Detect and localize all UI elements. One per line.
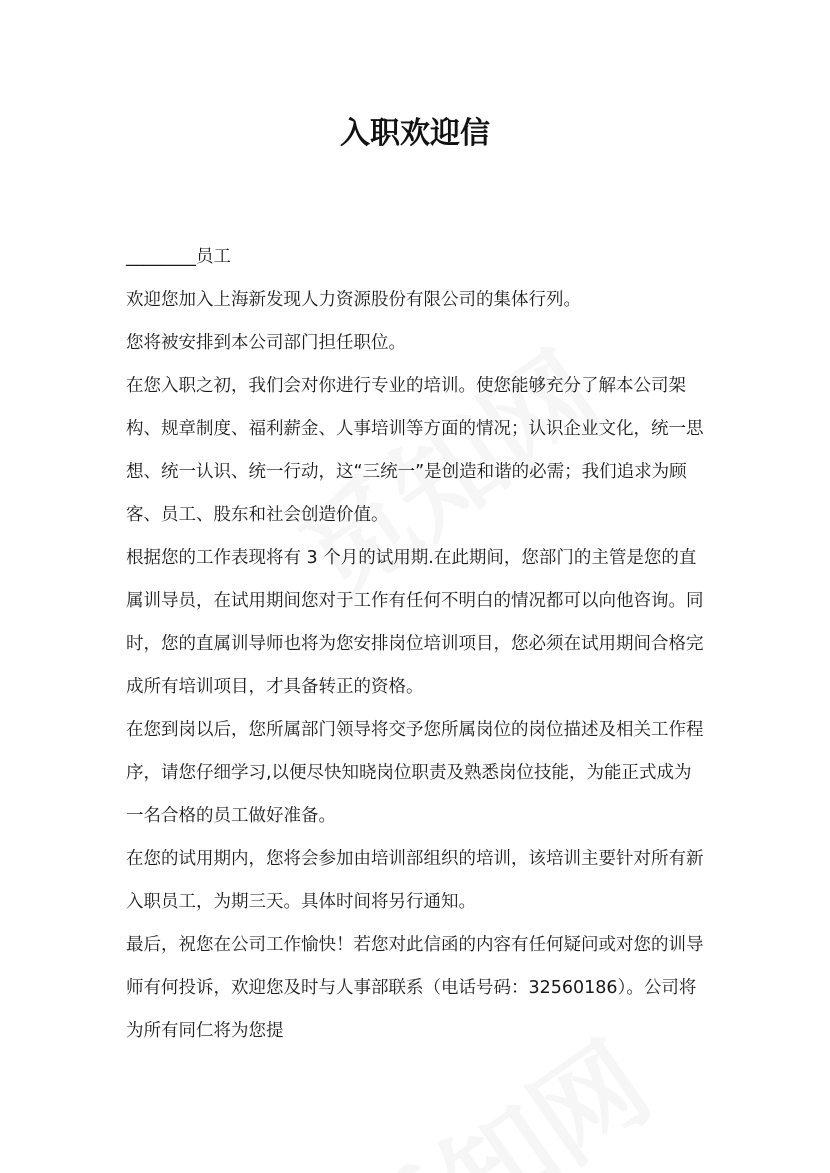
- salutation: ________员工: [126, 247, 231, 267]
- paragraph-welcome: 欢迎您加入上海新发现人力资源股份有限公司的集体行列。: [126, 290, 581, 310]
- paragraph-training: 在您入职之初，我们会对你进行专业的培训。使您能够充分了解本公司架构、规章制度、福利薪金、人事培训等方面的情况；认识企业文化，统一思想、统一认识、统一行动，这“三统一”是创造和谐的必需；我们追求为顾客、员工、股东和社会创造价值。: [126, 376, 704, 525]
- paragraph-orientation: 在您的试用期内，您将会参加由培训部组织的培训，该培训主要针对所有新入职员工，为期三天。具体时间将另行通知。: [126, 849, 704, 912]
- page-title: 入职欢迎信: [340, 116, 490, 151]
- letter-body: [126, 236, 706, 1053]
- paragraph-closing: 最后，祝您在公司工作愉快！若您对此信函的内容有任何疑问或对您的训导师有何投诉，欢迎您及时与人事部联系（电话号码：32560186）。公司将为所有同仁将为您提: [126, 935, 704, 1041]
- paragraph-job-description: 在您到岗以后，您所属部门领导将交予您所属岗位的岗位描述及相关工作程序，请您仔细学习,以便尽快知晓岗位职责及熟悉岗位技能，为能正式成为一名合格的员工做好准备。: [126, 720, 704, 826]
- paragraph-probation: 根据您的工作表现将有 3 个月的试用期.在此期间，您部门的主管是您的直属训导员，在试用期间您对于工作有任何不明白的情况都可以向他咨询。同时，您的直属训导师也将为您安排岗位培训项目，您必须在试用期间合格完成所有培训项目，才具备转正的资格。: [126, 548, 704, 697]
- paragraph-assignment: 您将被安排到本公司部门担任职位。: [126, 333, 406, 353]
